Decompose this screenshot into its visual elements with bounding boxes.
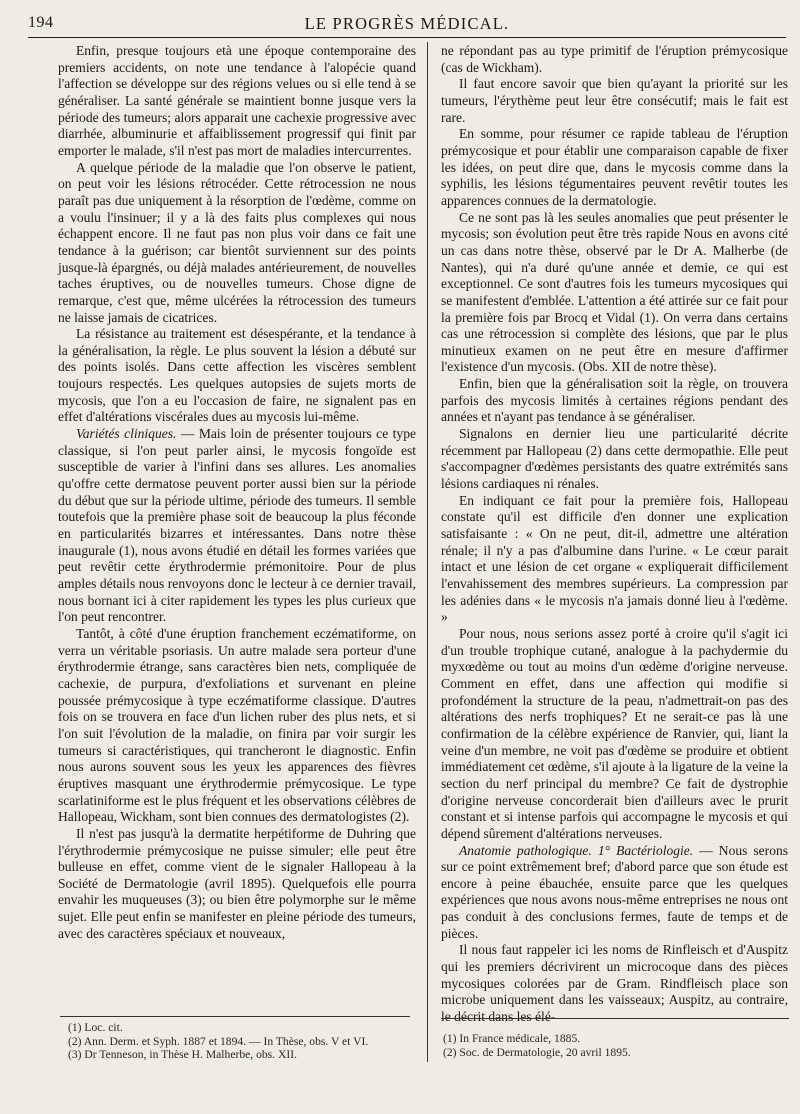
paragraph: Il n'est pas jusqu'à la dermatite herpétiforme de Duhring que l'érythrodermie prémycosique ne puisse simuler; elle peut être bulleuse en effet, comme vient de le signaler Hallopeau à la Société de Dermatologie (avril 1895). Quelquefois elle pourra envahir les muqueuses (3); ou bien être polymorphe sur le même sujet. Elle peut enfin se manifester en pleine période des tumeurs, avec des caractères spéciaux et nouveaux, (58, 825, 416, 941)
footnotes-left (68, 1021, 413, 1062)
paragraph: Enfin, bien que la généralisation soit la règle, on trouvera parfois des mycosis limités à certaines régions pendant des années et n'ayant pas tendance à se généraliser. (441, 376, 788, 425)
section-heading: Anatomie pathologique. (459, 842, 592, 858)
paragraph: Signalons en dernier lieu une particularité décrite récemment par Hallopeau (2) dans cette dermopathie. Elle peut s'accompagner d'œdèmes persistants des quatre extrémités sans lésions cardiaques ni rénales. (441, 426, 788, 492)
footnote: (3) Dr Tenneson, in Thèse H. Malherbe, obs. XII. (68, 1048, 297, 1062)
paragraph: Pour nous, nous serions assez porté à croire qu'il s'agit ici d'un trouble trophique cutané, analogue à la pachydermie du myxœdème ou tout au moins d'un œdème d'origine nerveuse. Comment en effet, dans une affection qui modifie si profondément la structure de la peau, n'admettrait-on pas des altérations des nerfs trophiques? Et ne serait-ce pas là une confirmation de la célèbre expérience de Ranvier, qui, liant la veine d'un membre, ne voit pas d'œdème se produire et obtient immédiatement cet œdème, s'il ajoute à la ligature de la veine la section du nerf principal du membre? Ce fait de dystrophie d'origine nerveuse concorderait bien d'ailleurs avec le prurit constant et si intense parfois qui accompagne le mycosis et qui dépend sûrement d'altérations nerveuses. (441, 625, 788, 841)
footnote-rule (441, 1018, 789, 1019)
paragraph: Il faut encore savoir que bien qu'ayant la priorité sur les tumeurs, l'érythème peut leur être consécutif; mais le fait est rare. (441, 76, 788, 125)
page-header (28, 12, 786, 38)
paragraph: Ce ne sont pas là les seules anomalies que peut présenter le mycosis; son évolution peut être très rapide Nous en avons cité un cas dans notre thèse, observé par le Dr A. Malherbe (de Nantes), qui n'a duré qu'une année et demie, ce qui est exceptionnel. Ce sont d'autres fois les tumeurs mycosiques qui se manifestent d'emblée. L'attention a été attirée sur ce fait pour la première fois par Brocq et Vidal (1). On verra dans certains cas une rétrocession si complète des lésions, que par le plus minutieux examen on ne peut être en mesure d'affirmer l'existence d'un mycosis. (Obs. XII de notre thèse). (441, 209, 788, 375)
left-column (58, 43, 416, 942)
footnote: (2) Ann. Derm. et Syph. 1887 et 1894. — In Thèse, obs. V et VI. (68, 1034, 369, 1048)
paragraph (441, 843, 788, 943)
journal-title: LE PROGRÈS MÉDICAL. (304, 14, 510, 33)
paragraph: Tantôt, à côté d'une éruption franchement eczématiforme, on verra un véritable psoriasis. Un autre malade sera porteur d'une érythrodermie étrange, sans caractères bien nets, compliquée de cachexie, de purpura, d'exfoliations et survenant en pleine poussée prémycosique à type eczématiforme classique. D'autres fois on se trouvera en face d'un lichen ruber des plus nets, et si l'on suit l'évolution de la maladie, on finira par voir surgir les tumeurs si caractéristiques, qui trancheront le diagnostic. Enfin nous aurons souvent sous les yeux les apparences des fièvres éruptives masquant une érythrodermie prémycosique. Le type scarlatiniforme est le plus fréquent et les observations célèbres de Hallopeau, Wickham, sont bien connues des dermatologistes (2). (58, 625, 416, 825)
section-heading: Variétés cliniques. (76, 426, 177, 442)
column-divider (427, 42, 428, 1062)
header-rule (28, 37, 786, 38)
footnote: (2) Soc. de Dermatologie, 20 avril 1895. (443, 1045, 631, 1059)
paragraph: En somme, pour résumer ce rapide tableau de l'éruption prémycosique et pour établir une comparaison capable de fixer les idées, on peut dire que, dans le mycosis comme dans la syphilis, les lésions tégumentaires peuvent revêtir toutes les apparences connues de la dermatologie. (441, 126, 788, 208)
paragraph-text: — Nous serons sur ce point extrêmement bref; d'abord parce que son étude est encore à peine ébauchée, ensuite parce que les quelques expériences que nous avons nous-même entreprises ne nous ont pas conduit à des conclusions fermes, faute de temps et de pièces. (441, 842, 789, 941)
page-number: 194 (28, 14, 54, 31)
footnote: (1) In France médicale, 1885. (443, 1032, 581, 1045)
paragraph: A quelque période de la maladie que l'on observe le patient, on peut voir les lésions rétrocéder. Cette rétrocession ne nous paraît pas due uniquement à la résorption de l'œdème, comme on a voulu l'insinuer; il y a là des faits plus complexes qui nous échappent encore. Il ne faut pas non plus voir dans ce fait une tendance à la guérison; car bientôt surviennent sur des points jusque-là épargnés, ou déjà malades antérieurement, de nouvelles taches éruptives, ou de nouvelles tumeurs. Chose digne de remarque, c'est que, même ulcérées la rétrocession des tumeurs ne laisse jamais de cicatrices. (58, 159, 416, 325)
paragraph: ne répondant pas au type primitif de l'éruption prémycosique (cas de Wickham). (441, 43, 788, 75)
footnote-rule (60, 1016, 410, 1017)
paragraph: Enfin, presque toujours età une époque contemporaine des premiers accidents, on note une tendance à l'alopécie quand l'affection se développe sur des régions velues ou si elle tend à se généraliser. La santé générale se maintient bonne jusque vers la période des tumeurs; alors apparait une cachexie progressive avec diarrhée, albuminurie et affaiblissement progressif qui finit par emporter le malade, s'il n'est pas mort de maladies intercurrentes. (58, 43, 416, 158)
paragraph: En indiquant ce fait pour la première fois, Hallopeau constate qu'il est difficile d'en donner une explication satisfaisante : « On ne peut, dit-il, admettre une altération rénale; il n'y a pas d'albumine dans l'urine. « Le cœur parait intact et une lésion de cet organe « expliquerait difficilement l'envahissement des membres supérieurs. La compression par les adénies dans « le mycosis n'a jamais donné lieu à l'œdème. » (441, 492, 788, 625)
right-column (441, 43, 788, 1026)
footnote: (1) Loc. cit. (68, 1021, 123, 1034)
paragraph: Il nous faut rappeler ici les noms de Rinfleisch et d'Auspitz qui les premiers décrivirent un microcoque dans des pièces mycosiques colorées par de Gram. Rindfleisch place son microbe uniquement dans les vaisseaux; Auspitz, au contraire, le décrit dans les élé- (441, 942, 788, 1025)
paragraph (58, 426, 416, 626)
footnotes-right (443, 1032, 783, 1059)
paragraph-text: — Mais loin de présenter toujours ce type classique, si l'on peut parler ainsi, le mycosis fongoïde est susceptible de varier à l'infini dans ses allures. Les anomalies qu'offre cette dermatose peuvent porter aussi bien sur la période du début que sur la période ultime, période des tumeurs. Il semble toutefois que la première phase soit de beaucoup la plus féconde en particularités bizarres et intéressantes. Dans notre thèse inaugurale (1), nous avons étudié en détail les formes variées que peut revêtir cette érythrodermie prémonitoire. Pour de plus amples détails nous renvoyons donc le lecteur à ce dernier travail, nous bornant ici à citer rapidement les types les plus curieux que l'on peut rencontrer. (58, 426, 416, 625)
subsection-heading: 1° Bactériologie. (597, 842, 694, 858)
paragraph: La résistance au traitement est désespérante, et la tendance à la généralisation, la règle. Le plus souvent la lésion a débuté sur des points isolés. Dans cette affection les viscères semblent toujours respectés. Les quelques autopsies de sujets morts de mycosis, que l'on a eu l'occasion de faire, ne signalent pas en effet d'altérations viscérales dues au mycosis lui-même. (58, 326, 416, 425)
